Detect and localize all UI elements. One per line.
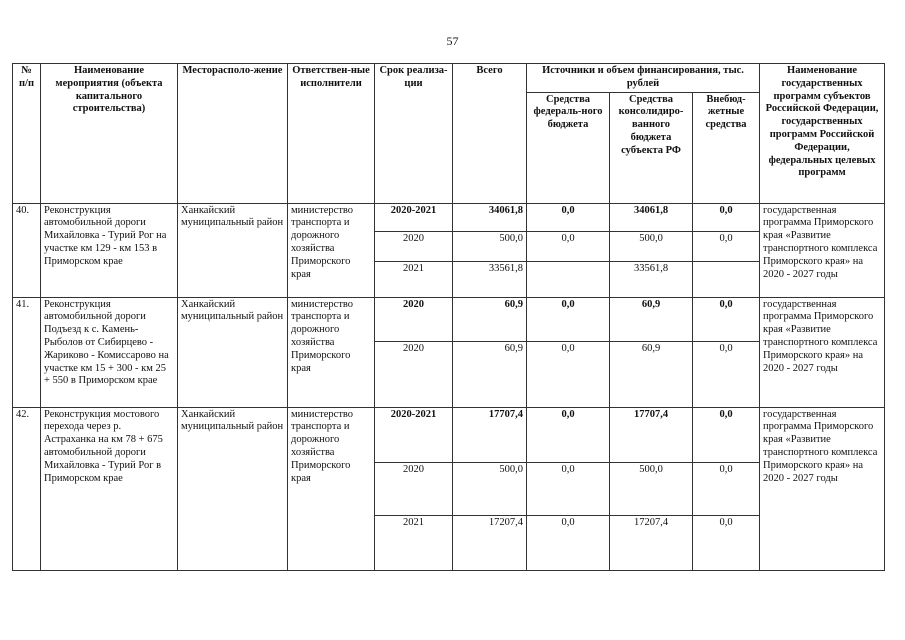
cell-consolidated: 33561,8 (610, 261, 693, 297)
cell-term: 2020-2021 (375, 407, 453, 462)
cell-consolidated: 17207,4 (610, 515, 693, 570)
row-number: 40. (13, 203, 41, 297)
cell-federal: 0,0 (527, 407, 610, 462)
row-location: Ханкайский муниципальный район (178, 203, 288, 297)
table-row (13, 297, 885, 341)
header-num: № п/п (13, 64, 41, 204)
cell-consolidated: 500,0 (610, 462, 693, 515)
cell-total: 17707,4 (453, 407, 527, 462)
header-programs: Наименование государственных программ субъектов Российской Федерации, государственных программ Российской Федерации, федеральных целевых программ (760, 64, 885, 204)
row-name: Реконструкция автомобильной дороги Михайловка - Турий Рог на участке км 129 - км 153 в Приморском крае (41, 203, 178, 297)
row-name: Реконструкция мостового перехода через р. Астраханка на км 78 + 675 автомобильной дороги Михайловка - Турий Рог в Приморском крае (41, 407, 178, 570)
table-row (13, 407, 885, 462)
header-executors: Ответствен-ные исполнители (288, 64, 375, 204)
cell-total: 33561,8 (453, 261, 527, 297)
cell-term: 2020-2021 (375, 203, 453, 231)
row-program: государственная программа Приморского края «Развитие транспортного комплекса Приморского края» на 2020 - 2027 годы (760, 297, 885, 407)
header-federal: Средства федераль-ного бюджета (527, 92, 610, 203)
cell-total: 500,0 (453, 462, 527, 515)
cell-offbudget (693, 261, 760, 297)
row-executor: министерство транспорта и дорожного хозяйства Приморского края (288, 203, 375, 297)
cell-term: 2020 (375, 297, 453, 341)
cell-total: 60,9 (453, 297, 527, 341)
cell-term: 2020 (375, 341, 453, 407)
header-total: Всего (453, 64, 527, 204)
cell-consolidated: 500,0 (610, 231, 693, 261)
cell-consolidated: 34061,8 (610, 203, 693, 231)
cell-consolidated: 17707,4 (610, 407, 693, 462)
cell-term: 2021 (375, 261, 453, 297)
row-executor: министерство транспорта и дорожного хозяйства Приморского края (288, 297, 375, 407)
cell-offbudget: 0,0 (693, 231, 760, 261)
cell-total: 34061,8 (453, 203, 527, 231)
row-executor: министерство транспорта и дорожного хозяйства Приморского края (288, 407, 375, 570)
cell-federal: 0,0 (527, 462, 610, 515)
cell-consolidated: 60,9 (610, 297, 693, 341)
cell-offbudget: 0,0 (693, 462, 760, 515)
page-number: 57 (446, 34, 459, 48)
cell-term: 2021 (375, 515, 453, 570)
header-term: Срок реализа-ции (375, 64, 453, 204)
row-program: государственная программа Приморского края «Развитие транспортного комплекса Приморского края» на 2020 - 2027 годы (760, 407, 885, 570)
cell-offbudget: 0,0 (693, 341, 760, 407)
cell-offbudget: 0,0 (693, 407, 760, 462)
cell-total: 60,9 (453, 341, 527, 407)
cell-federal: 0,0 (527, 515, 610, 570)
cell-consolidated: 60,9 (610, 341, 693, 407)
row-name: Реконструкция автомобильной дороги Подъезд к с. Камень-Рыболов от Сибирцево - Жариково - Комиссарово на участке км 15 + 300 - км 25 + 550 в Приморском крае (41, 297, 178, 407)
table-row (13, 203, 885, 231)
row-location: Ханкайский муниципальный район (178, 297, 288, 407)
cell-federal: 0,0 (527, 297, 610, 341)
cell-total: 500,0 (453, 231, 527, 261)
cell-total: 17207,4 (453, 515, 527, 570)
row-location: Ханкайский муниципальный район (178, 407, 288, 570)
cell-federal: 0,0 (527, 231, 610, 261)
cell-offbudget: 0,0 (693, 515, 760, 570)
cell-term: 2020 (375, 231, 453, 261)
header-name: Наименование мероприятия (объекта капитального строительства) (41, 64, 178, 204)
header-location: Месторасполо-жение (178, 64, 288, 204)
row-number: 41. (13, 297, 41, 407)
header-consolidated: Средства консолидиро-ванного бюджета субъекта РФ (610, 92, 693, 203)
cell-offbudget: 0,0 (693, 297, 760, 341)
row-number: 42. (13, 407, 41, 570)
cell-term: 2020 (375, 462, 453, 515)
row-program: государственная программа Приморского края «Развитие транспортного комплекса Приморского края» на 2020 - 2027 годы (760, 203, 885, 297)
header-offbudget: Внебюд-жетные средства (693, 92, 760, 203)
cell-federal: 0,0 (527, 341, 610, 407)
cell-offbudget: 0,0 (693, 203, 760, 231)
header-row-1 (13, 64, 885, 93)
cell-federal (527, 261, 610, 297)
header-sources: Источники и объем финансирования, тыс. рублей (527, 64, 760, 93)
financing-table (12, 63, 885, 571)
cell-federal: 0,0 (527, 203, 610, 231)
